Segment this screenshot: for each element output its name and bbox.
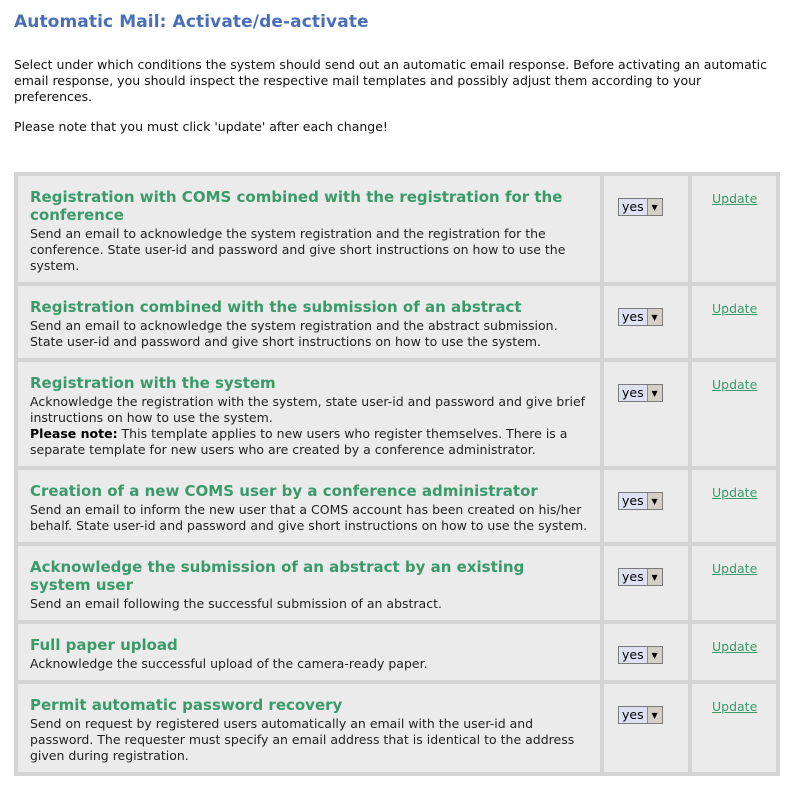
chevron-down-icon[interactable]: ▼ <box>647 707 662 723</box>
rule-title: Full paper upload <box>30 636 178 654</box>
activation-select[interactable] <box>618 308 663 326</box>
rule-action-cell <box>692 286 776 358</box>
chevron-down-icon[interactable]: ▼ <box>647 385 662 401</box>
rule-title: Registration with COMS combined with the registration for the conference <box>30 188 563 224</box>
rule-action-cell <box>692 362 776 466</box>
activation-select-value: yes <box>619 569 647 585</box>
activation-select[interactable] <box>618 568 663 586</box>
rule-select-cell <box>604 362 688 466</box>
rule-description: Send an email to acknowledge the system registration and the abstract submission. State user-id and password and give short instructions on how to use the system. <box>30 318 558 349</box>
rule-description-cell <box>18 624 600 680</box>
activation-select[interactable] <box>618 646 663 664</box>
rule-row <box>18 176 776 282</box>
rule-select-cell <box>604 470 688 542</box>
activation-select-value: yes <box>619 647 647 663</box>
rule-description: Send an email to acknowledge the system registration and the registration for the conference. State user-id and password and give short instructions on how to use the system. <box>30 226 566 273</box>
rule-row <box>18 470 776 542</box>
activation-select[interactable] <box>618 492 663 510</box>
rule-action-cell <box>692 546 776 620</box>
rule-title: Registration combined with the submission of an abstract <box>30 298 522 316</box>
rule-description: Send on request by registered users automatically an email with the user-id and password. The requester must specify an email address that is identical to the address given during registration. <box>30 716 575 763</box>
chevron-down-icon[interactable]: ▼ <box>647 309 662 325</box>
rule-title: Permit automatic password recovery <box>30 696 343 714</box>
rule-title: Acknowledge the submission of an abstract by an existing system user <box>30 558 525 594</box>
rule-title: Registration with the system <box>30 374 276 392</box>
chevron-down-icon[interactable]: ▼ <box>647 647 662 663</box>
page-title: Automatic Mail: Activate/de-activate <box>14 12 369 32</box>
rule-action-cell <box>692 470 776 542</box>
activation-select-value: yes <box>619 707 647 723</box>
chevron-down-icon[interactable]: ▼ <box>647 569 662 585</box>
update-link[interactable]: Update <box>712 191 758 206</box>
rule-select-cell <box>604 286 688 358</box>
rule-row <box>18 362 776 466</box>
rule-description <box>30 394 590 458</box>
activation-select-value: yes <box>619 199 647 215</box>
activation-select-value: yes <box>619 493 647 509</box>
rule-description-cell <box>18 470 600 542</box>
rule-select-cell <box>604 624 688 680</box>
rule-action-cell <box>692 684 776 772</box>
auto-mail-rules-table <box>14 172 780 776</box>
rule-row <box>18 546 776 620</box>
rule-description: Acknowledge the successful upload of the camera-ready paper. <box>30 656 428 671</box>
rule-row <box>18 684 776 772</box>
update-link[interactable]: Update <box>712 301 758 316</box>
rule-description-main: Acknowledge the registration with the system, state user-id and password and give brief instructions on how to use the system. <box>30 394 586 425</box>
rule-description-cell <box>18 286 600 358</box>
update-link[interactable]: Update <box>712 639 758 654</box>
rule-note-text: This template applies to new users who register themselves. There is a separate template for new users who are created by a conference administrator. <box>30 426 568 457</box>
activation-select[interactable] <box>618 706 663 724</box>
rule-select-cell <box>604 176 688 282</box>
rule-description: Send an email to inform the new user that a COMS account has been created on his/her behalf. State user-id and password and give short instructions on how to use the system. <box>30 502 588 533</box>
rule-description: Send an email following the successful submission of an abstract. <box>30 596 442 611</box>
chevron-down-icon[interactable]: ▼ <box>647 199 662 215</box>
activation-select[interactable] <box>618 384 663 402</box>
activation-select-value: yes <box>619 309 647 325</box>
rule-select-cell <box>604 684 688 772</box>
update-link[interactable]: Update <box>712 561 758 576</box>
update-link[interactable]: Update <box>712 377 758 392</box>
rule-action-cell <box>692 624 776 680</box>
activation-select[interactable] <box>618 198 663 216</box>
update-note: Please note that you must click 'update' after each change! <box>14 119 388 134</box>
rule-row <box>18 286 776 358</box>
chevron-down-icon[interactable]: ▼ <box>647 493 662 509</box>
rule-action-cell <box>692 176 776 282</box>
update-link[interactable]: Update <box>712 485 758 500</box>
activation-select-value: yes <box>619 385 647 401</box>
rule-select-cell <box>604 546 688 620</box>
rule-title: Creation of a new COMS user by a conference administrator <box>30 482 538 500</box>
update-link[interactable]: Update <box>712 699 758 714</box>
rule-row <box>18 624 776 680</box>
rule-description-cell <box>18 362 600 466</box>
rule-note-label: Please note: <box>30 426 118 441</box>
rule-description-cell <box>18 684 600 772</box>
rule-description-cell <box>18 176 600 282</box>
intro-text: Select under which conditions the system should send out an automatic email response. Before activating an automatic email response, you should inspect the respective mail templates and possibly adjust them according to your preferences. <box>14 57 767 104</box>
rule-description-cell <box>18 546 600 620</box>
